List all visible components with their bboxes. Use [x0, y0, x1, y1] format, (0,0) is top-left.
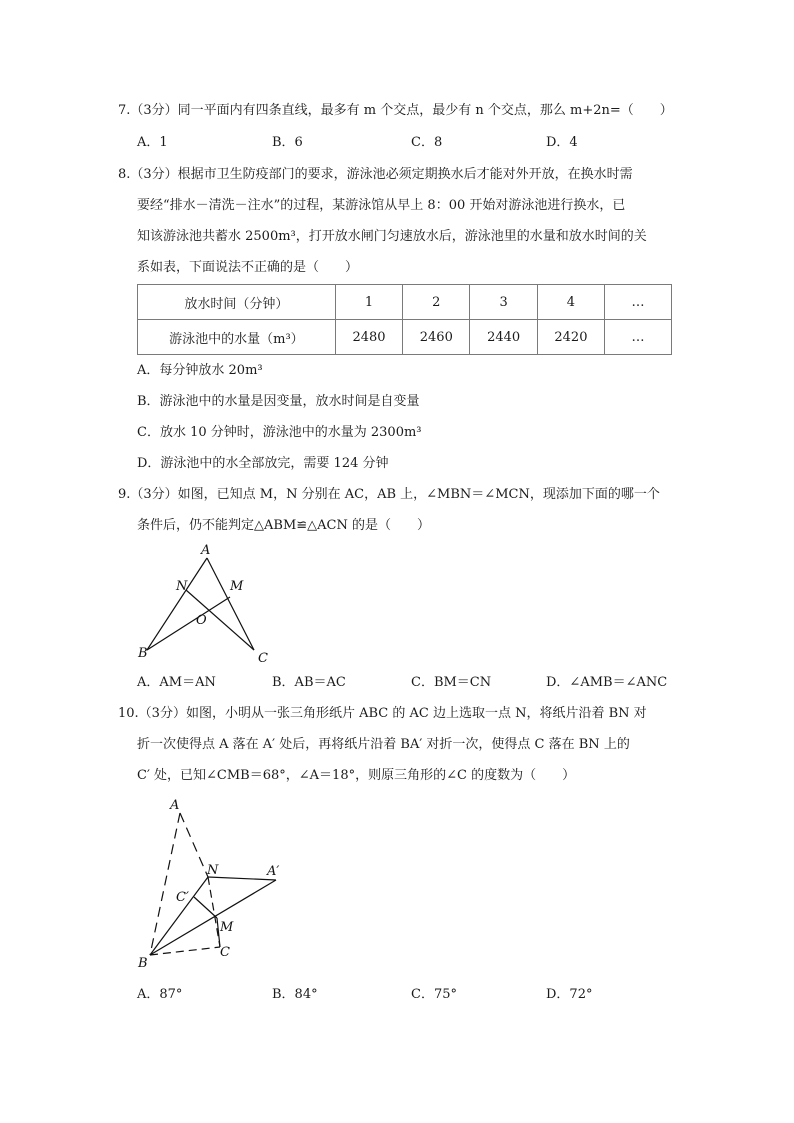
q10-stem-line-3: C′ 处，已知∠CMB＝68°，∠A＝18°，则原三角形的∠C 的度数为（ ） — [137, 768, 576, 783]
q10-segment-an-dashed — [180, 813, 208, 877]
q10-option-d[interactable]: D．72° — [546, 987, 593, 1002]
table-cell: … — [605, 320, 672, 355]
q8-data-table — [137, 284, 672, 355]
q9-stem-line-2: 条件后，仍不能判定△ABM≌△ACN 的是（ ） — [137, 518, 430, 533]
q10-label-n: N — [207, 863, 219, 878]
q7-option-a[interactable]: A．1 — [137, 135, 168, 150]
table-cell: 2440 — [470, 320, 537, 355]
q10-figure — [130, 795, 300, 975]
q9-option-b[interactable]: B．AB＝AC — [272, 675, 346, 690]
q9-figure — [130, 540, 290, 670]
q10-option-a[interactable]: A．87° — [137, 987, 183, 1002]
q9-option-c[interactable]: C．BM＝CN — [411, 675, 492, 690]
q9-stem-line-1: 9.（3分）如图，已知点 M，N 分别在 AC，AB 上，∠MBN＝∠MCN，现添加下面的哪一个 — [118, 487, 660, 502]
q10-label-b: B — [138, 956, 148, 971]
table-cell: 2 — [403, 285, 470, 320]
q9-label-b: B — [138, 646, 148, 661]
q8-option-b[interactable]: B．游泳池中的水量是因变量，放水时间是自变量 — [137, 394, 420, 409]
q8-stem-line-3: 知该游泳池共蓄水 2500m³，打开放水闸门匀速放水后，游泳池里的水量和放水时间的关 — [137, 229, 647, 244]
q9-label-c: C — [258, 651, 268, 666]
q10-label-a: A — [170, 798, 180, 813]
table-cell: 2420 — [537, 320, 604, 355]
q8-option-d[interactable]: D．游泳池中的水全部放完，需要 124 分钟 — [137, 456, 389, 471]
table-cell: 2480 — [335, 320, 402, 355]
q9-label-m: M — [230, 579, 244, 594]
table-cell: 放水时间（分钟） — [138, 285, 336, 320]
q10-label-c: C — [220, 945, 230, 960]
q10-segment-ab-dashed — [150, 813, 180, 955]
q9-option-d[interactable]: D．∠AMB＝∠ANC — [546, 675, 668, 690]
table-cell: … — [605, 285, 672, 320]
q9-label-n: N — [176, 579, 188, 594]
q10-label-m: M — [220, 920, 234, 935]
table-cell: 1 — [335, 285, 402, 320]
q7-stem: 7.（3分）同一平面内有四条直线，最多有 m 个交点，最少有 n 个交点，那么 m+2n=（ ） — [118, 103, 673, 118]
q9-label-a: A — [201, 543, 211, 558]
q10-label-c-prime: C′ — [176, 890, 189, 905]
q9-segment-ac — [207, 558, 254, 650]
q9-segment-bm — [147, 597, 230, 650]
q10-option-b[interactable]: B．84° — [272, 987, 318, 1002]
table-row — [138, 320, 672, 355]
q9-label-o: O — [196, 613, 207, 628]
q8-option-a[interactable]: A．每分钟放水 20m³ — [137, 363, 263, 378]
q10-label-a-prime: A′ — [267, 864, 280, 879]
q7-option-c[interactable]: C．8 — [411, 135, 443, 150]
q8-stem-line-4: 系如表，下面说法不正确的是（ ） — [137, 260, 359, 275]
q7-option-d[interactable]: D．4 — [546, 135, 578, 150]
table-row — [138, 285, 672, 320]
q7-option-b[interactable]: B．6 — [272, 135, 303, 150]
q8-stem-line-2: 要经“排水－清洗－注水”的过程，某游泳馆从早上 8：00 开始对游泳池进行换水，已 — [137, 198, 626, 213]
table-cell: 3 — [470, 285, 537, 320]
q10-segment-ba1 — [150, 880, 276, 955]
q9-segment-ab — [147, 558, 207, 650]
q10-option-c[interactable]: C．75° — [411, 987, 457, 1002]
table-cell: 4 — [537, 285, 604, 320]
table-cell: 游泳池中的水量（m³） — [138, 320, 336, 355]
q8-option-c[interactable]: C．放水 10 分钟时，游泳池中的水量为 2300m³ — [137, 425, 422, 440]
q8-stem-line-1: 8.（3分）根据市卫生防疫部门的要求，游泳池必须定期换水后才能对外开放，在换水时需 — [118, 167, 633, 182]
q10-stem-line-2: 折一次使得点 A 落在 A′ 处后，再将纸片沿着 BA′ 对折一次，使得点 C 落在 BN 上的 — [137, 737, 630, 752]
q9-option-a[interactable]: A．AM＝AN — [137, 675, 216, 690]
table-cell: 2460 — [403, 320, 470, 355]
q10-stem-line-1: 10.（3分）如图，小明从一张三角形纸片 ABC 的 AC 边上选取一点 N，将纸片沿着 BN 对 — [118, 706, 647, 721]
